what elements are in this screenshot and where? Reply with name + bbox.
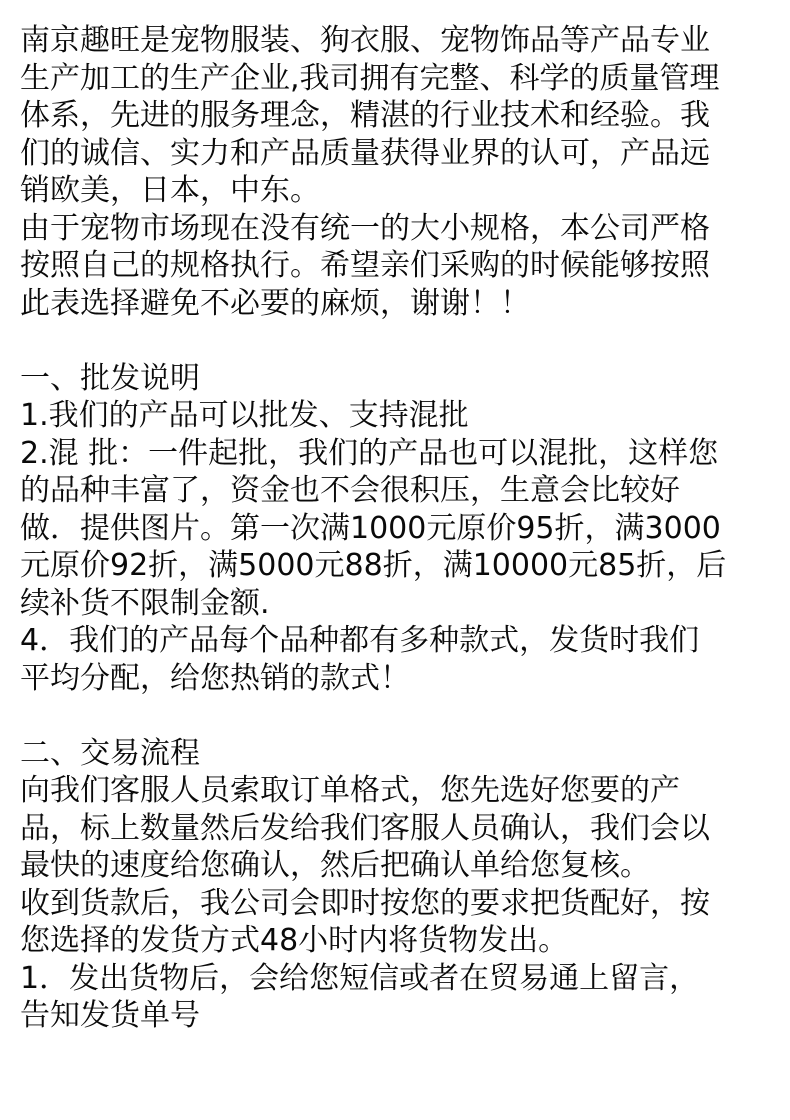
section-line: 4．我们的产品每个品种都有多种款式，发货时我们 xyxy=(20,623,700,658)
intro-line: 们的诚信、实力和产品质量获得业界的认可，产品远 xyxy=(20,135,710,171)
section-line: 告知发货单号 xyxy=(20,998,200,1033)
intro-line: 由于宠物市场现在没有统一的大小规格，本公司严格 xyxy=(20,210,710,246)
section-line: 1.我们的产品可以批发、支持混批 xyxy=(20,398,469,433)
section-heading: 二、交易流程 xyxy=(20,735,200,771)
section-line: 您选择的发货方式48小时内将货物发出。 xyxy=(20,923,569,958)
section-line: 向我们客服人员索取订单格式，您先选好您要的产 xyxy=(20,773,680,808)
wholesale-section xyxy=(20,360,780,698)
section-line: 平均分配，给您热销的款式！ xyxy=(20,660,410,696)
intro-line: 此表选择避免不必要的麻烦，谢谢！！ xyxy=(20,285,530,321)
intro-paragraph xyxy=(20,22,780,322)
intro-line: 体系，先进的服务理念，精湛的行业技术和经验。我 xyxy=(20,98,710,133)
section-heading: 一、批发说明 xyxy=(20,360,200,396)
section-line: 做．提供图片。第一次满1000元原价95折，满3000 xyxy=(20,510,721,546)
spacer xyxy=(20,697,780,735)
section-line: 最快的速度给您确认，然后把确认单给您复核。 xyxy=(20,848,650,883)
section-line: 收到货款后，我公司会即时按您的要求把货配好，按 xyxy=(20,885,710,921)
section-line: 的品种丰富了，资金也不会很积压，生意会比较好 xyxy=(20,473,680,508)
section-line: 2.混 批：一件起批，我们的产品也可以混批，这样您 xyxy=(20,435,719,471)
intro-line: 销欧美，日本，中东。 xyxy=(20,173,320,208)
intro-line: 生产加工的生产企业,我司拥有完整、科学的质量管理 xyxy=(20,60,720,96)
spacer xyxy=(20,322,780,360)
document-body xyxy=(20,22,780,1035)
section-line: 品，标上数量然后发给我们客服人员确认，我们会以 xyxy=(20,810,710,846)
section-line: 1．发出货物后，会给您短信或者在贸易通上留言， xyxy=(20,960,700,996)
intro-line: 南京趣旺是宠物服装、狗衣服、宠物饰品等产品专业 xyxy=(20,23,710,58)
intro-line: 按照自己的规格执行。希望亲们采购的时候能够按照 xyxy=(20,248,710,283)
section-line: 续补货不限制金额. xyxy=(20,585,270,621)
section-line: 元原价92折，满5000元88折，满10000元85折，后 xyxy=(20,548,727,583)
trade-process-section xyxy=(20,735,780,1035)
